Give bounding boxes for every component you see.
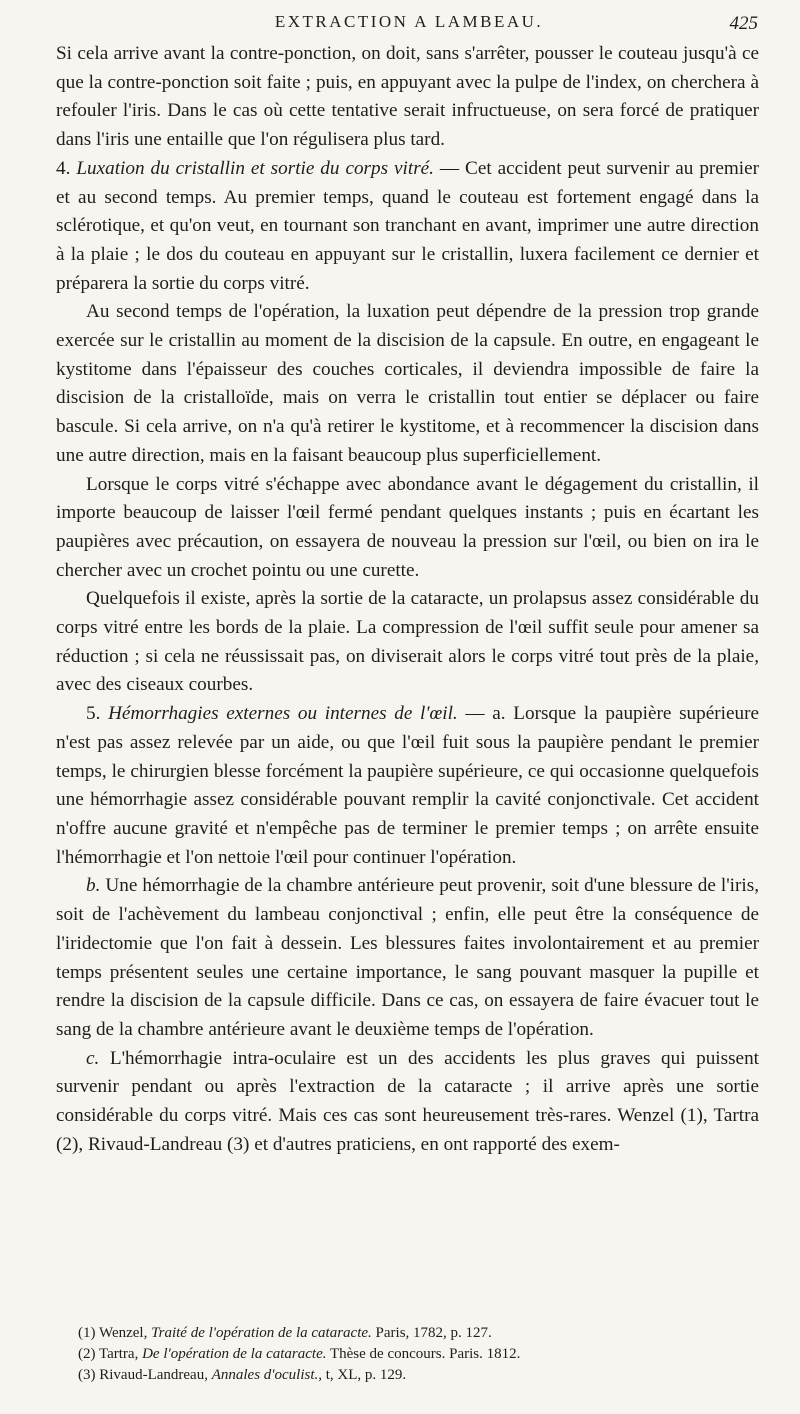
footnote-rest: Paris, 1782, p. 127. — [371, 1325, 492, 1341]
subsection-b — [56, 872, 759, 1044]
subsection-letter: c. — [86, 1047, 100, 1069]
footnote-author: Tartra, — [98, 1346, 139, 1362]
footnote-title: De l'opération de la cataracte. — [142, 1346, 327, 1362]
subsection-c — [56, 1045, 759, 1160]
footnote-rest: Thèse de concours. Paris. 1812. — [326, 1346, 521, 1362]
paragraph: Quelquefois il existe, après la sortie de la cataracte, un prolapsus assez considérable du corps vitré entre les bords de la plaie. La compression de l'œil suffit seule pour amener sa réduction ; si cela ne réussissait pas, on diviserait alors le corps vitré tout près de la plaie, avec des ciseaux courbes. — [56, 588, 759, 696]
section-text: — a. Lorsque la paupière supérieure n'est pas assez relevée par un aide, ou que l'œil fuit sous la paupière pendant le premier temps, le chirurgien blesse forcément la paupière supérieure, ce qui occasionne quelquefois une hémorrhagie assez considérable pouvant remplir la cavité conjonctivale. Cet accident n'offre aucune gravité et n'empêche pas de terminer le premier temps ; on arrête ensuite l'hémorrhagie et l'on nettoie l'œil pour continuer l'opération. — [56, 703, 759, 868]
subsection-text: L'hémorrhagie intra-oculaire est un des accidents les plus graves qui puissent survenir pendant ou après l'extraction de la cataracte ; il arrive après une sortie considérable du corps vitré. Mais ces cas sont heureusement très-rares. Wenzel (1), Tartra (2), Rivaud-Landreau (3) et d'autres praticiens, en ont rapporté des exem- — [56, 1047, 759, 1155]
paragraph: Lorsque le corps vitré s'échappe avec abondance avant le dégagement du cristallin, il importe beaucoup de laisser l'œil fermé pendant quelques instants ; puis en écartant les paupières avec précaution, on essayera de nouveau la pression sur l'œil, ou bien on ira le chercher avec un crochet pointu ou une curette. — [56, 473, 759, 581]
footnote-number: (3) — [78, 1367, 96, 1383]
footnote-rest: t, XL, p. 129. — [322, 1367, 407, 1383]
footnote — [56, 1365, 759, 1386]
page-number: 425 — [729, 13, 758, 34]
subsection-letter: b. — [86, 875, 101, 897]
footnote-number: (1) — [78, 1325, 96, 1341]
section-4 — [56, 155, 759, 299]
footnote-author: Wenzel, — [98, 1325, 148, 1341]
section-title: Hémorrhagies externes ou internes de l'œil. — [108, 703, 458, 725]
page-header — [60, 4, 758, 40]
section-number: 5. — [86, 703, 101, 725]
footnote-title: Traité de l'opération de la cataracte. — [151, 1325, 372, 1341]
footnote — [56, 1323, 759, 1344]
footnotes — [56, 1323, 759, 1386]
running-head: EXTRACTION A LAMBEAU. — [274, 12, 544, 31]
footnote-title: Annales d'oculist., — [211, 1367, 322, 1383]
body-text — [56, 40, 759, 1159]
section-title: Luxation du cristallin et sortie du corps vitré. — [76, 157, 434, 179]
footnote-author: Rivaud-Landreau, — [99, 1367, 208, 1383]
section-text: — Cet accident peut survenir au premier et au second temps. Au premier temps, quand le couteau est fortement engagé dans la sclérotique, et qu'on veut, en tournant son tranchant en avant, imprimer une autre direction à la plaie ; le dos du couteau en appuyant sur le cristallin, luxera facilement ce dernier et préparera la sortie du corps vitré. — [56, 157, 760, 294]
section-number: 4. — [56, 157, 71, 179]
paragraph: Si cela arrive avant la contre-ponction, on doit, sans s'arrêter, pousser le couteau jusqu'à ce que la contre-ponction soit faite ; puis, en appuyant avec la pulpe de l'index, on cherchera à refouler l'iris. Dans le cas où cette tentative serait infructueuse, on sera forcé de pratiquer dans l'iris une entaille que l'on régulisera plus tard. — [56, 43, 759, 151]
footnote — [56, 1344, 759, 1365]
paragraph: Au second temps de l'opération, la luxation peut dépendre de la pression trop grande exercée sur le cristallin au moment de la discision de la capsule. En outre, en engageant le kystitome dans l'épaisseur des couches corticales, il deviendra impossible de faire la discision de la cristalloïde, mais on verra le cristallin tout entier se déplacer ou faire bascule. Si cela arrive, on n'a qu'à retirer le kystitome, et à recommencer la discision dans une autre direction, mais en la faisant beaucoup plus superficiellement. — [56, 301, 759, 466]
section-5 — [56, 700, 759, 872]
subsection-text: Une hémorrhagie de la chambre antérieure peut provenir, soit d'une blessure de l'iris, soit de l'achèvement du lambeau conjonctival ; enfin, elle peut être la conséquence de l'iridectomie que l'on fait à dessein. Les blessures faites involontairement et au premier temps présentent seules une certaine importance, le sang pouvant masquer la pupille et rendre la discision de la capsule difficile. Dans ce cas, on essayera de faire évacuer tout le sang de la chambre antérieure avant le deuxième temps de l'opération. — [56, 875, 759, 1040]
footnote-number: (2) — [78, 1346, 96, 1362]
